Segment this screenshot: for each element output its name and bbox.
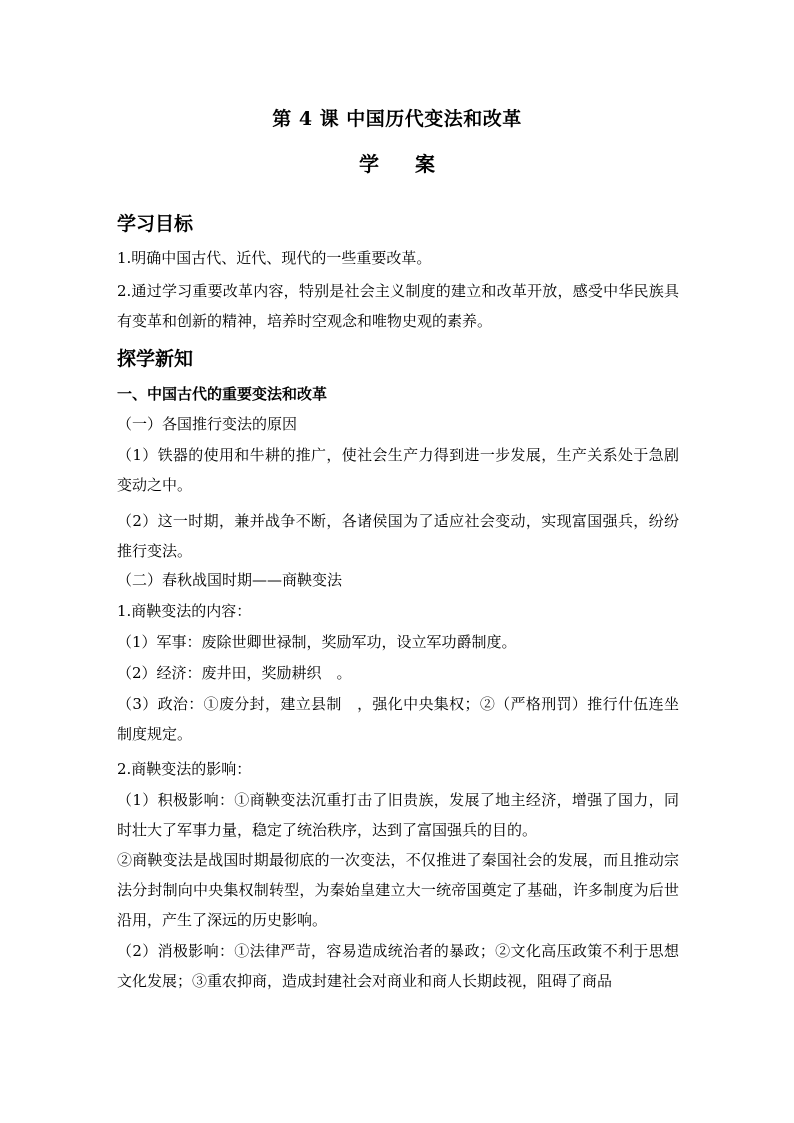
- content-title: 1.商鞅变法的内容：: [117, 602, 252, 620]
- sub1-title: （一）各国推行变法的原因: [117, 415, 298, 433]
- impact-item-1: （1）积极影响：①商鞅变法沉重打击了旧贵族，发展了地主经济，增强了国力，同时壮大了军事力量，稳定了统治秩序，达到了富国强兵的目的。: [117, 791, 679, 839]
- impact-item-2: ②商鞅变法是战国时期最彻底的一次变法，不仅推进了秦国社会的发展，而且推动宗法分封制向中央集权制转型，为秦始皇建立大一统帝国奠定了基础，许多制度为后世沿用，产生了深远的历史影响。: [117, 851, 679, 929]
- goals-heading: 学习目标: [117, 213, 194, 235]
- content-item-1: （1）军事：废除世卿世禄制，奖励军功，设立军功爵制度。: [117, 633, 517, 651]
- sub1-paragraph-1: （1）铁器的使用和牛耕的推广，使社会生产力得到进一步发展，生产关系处于急剧变动之中。: [117, 446, 679, 494]
- sub1-paragraph-2: （2）这一时期，兼并战争不断，各诸侯国为了适应社会变动，实现富国强兵，纷纷推行变法。: [117, 512, 679, 560]
- lesson-title: 第 4 课 中国历代变法和改革: [272, 108, 522, 130]
- content-item-2: （2）经济：废井田，奖励耕织 。: [117, 664, 352, 682]
- lesson-subtitle: 学案: [359, 152, 471, 176]
- content-item-3: （3）政治：①废分封，建立县制 ，强化中央集权；②（严格刑罚）推行什伍连坐制度规定。: [117, 695, 679, 743]
- explore-heading: 探学新知: [117, 348, 194, 370]
- impact-item-3: （2）消极影响：①法律严苛，容易造成统治者的暴政；②文化高压政策不利于思想文化发展；③重农抑商，造成封建社会对商业和商人长期歧视，阻碍了商品: [117, 942, 679, 990]
- part1-title: 一、中国古代的重要变法和改革: [117, 385, 328, 403]
- impact-title: 2.商鞅变法的影响：: [117, 760, 252, 778]
- goal-item-2: 2.通过学习重要改革内容，特别是社会主义制度的建立和改革开放，感受中华民族具有变革和创新的精神，培养时空观念和唯物史观的素养。: [117, 282, 679, 330]
- goal-item-1: 1.明确中国古代、近代、现代的一些重要改革。: [117, 249, 432, 267]
- sub2-title: （二）春秋战国时期——商鞅变法: [117, 571, 343, 589]
